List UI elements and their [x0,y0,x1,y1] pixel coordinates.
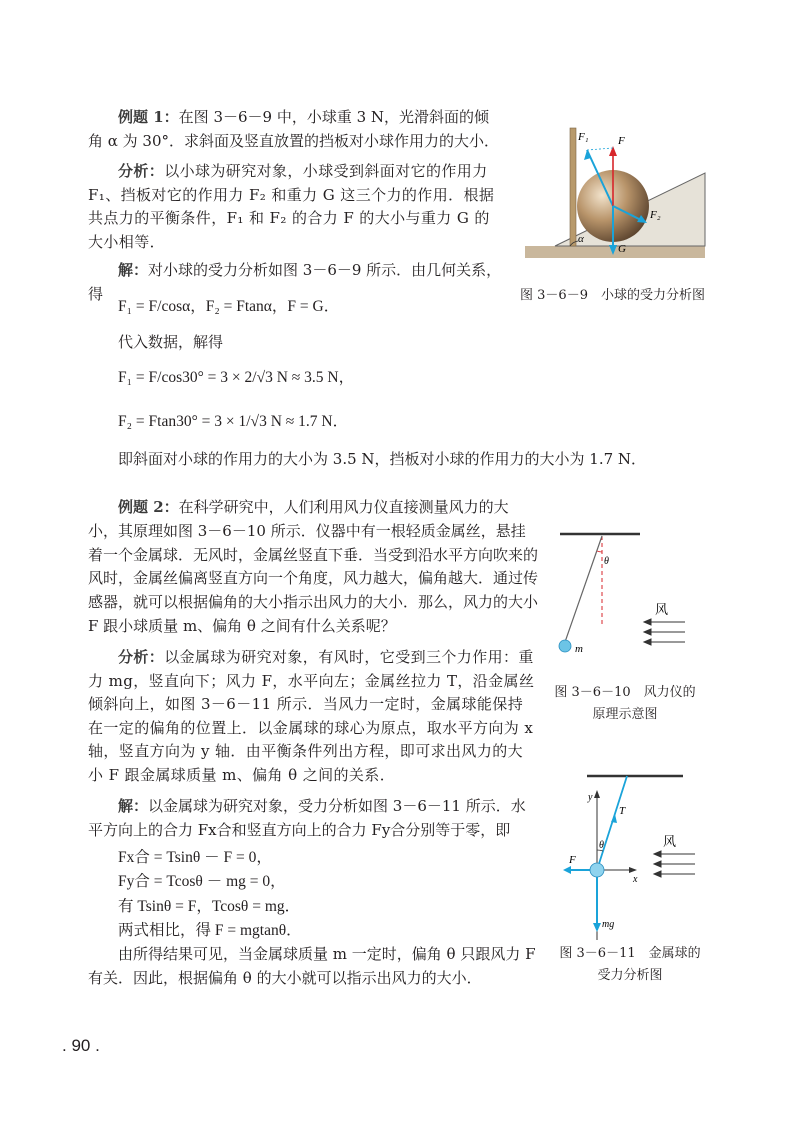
baffle-board [570,128,576,246]
example2-solution-intro [88,795,538,842]
example2-analysis-text: 以金属球为研究对象，有风时，它受到三个力作用：重力 mg，竖直向下；风力 F，水平向左；金属丝拉力 T，沿金属丝倾斜向上，如图 3－6－11 所示．当风力一定时，金属球能保持在一定的偏角的位置上．以金属球的球心为原点，取水平方向为 x 轴，竖直方向为 y 轴．由平衡条件列出方程，即可求出风力的大小 F 跟金属球质量 m、偏角 θ 之间的关系． [88,648,535,784]
label-wind: 风 [655,603,669,618]
label-theta: θ [599,840,604,851]
example1-equation-1: F₁ = F/cosα，F₂ = Ftanα，F = G． [118,298,340,315]
figure-3-6-10-caption [540,682,710,726]
example1-label: 例题 1： [118,108,179,126]
label-F1: F₁ [578,131,589,143]
label-F2: F₂ [650,209,661,221]
dashed-guide [587,148,613,150]
wire-T [597,776,627,870]
figure-3-6-11 [555,770,705,945]
example2-solution-text: 以金属球为研究对象，受力分析如图 3－6－11 所示．水平方向上的合力 Fx合和竖直方向上的合力 Fy合分别等于零，即 [88,797,526,839]
example2-equation-3: 有 Tsinθ = F，Tcosθ = mg． [118,898,301,915]
example1-analysis-text: 以小球为研究对象，小球受到斜面对它的作用力 F₁、挡板对它的作用力 F₂ 和重力 G 这三个力的作用．根据共点力的平衡条件，F₁ 和 F₂ 的合力 F 的大小与重力 G 的大小相等． [88,162,495,251]
example2-conclusion [88,943,538,990]
metal-ball [559,640,571,652]
example1-analysis-label: 分析： [118,162,165,180]
example2-problem-text: 在科学研究中，人们利用风力仪直接测量风力的大小，其原理如图 3－6－10 所示．仪器中有一根轻质金属丝，悬挂着一个金属球．无风时，金属丝竖直下垂．当受到沿水平方向吹来的风时，金属丝偏离竖直方向一个角度，风力越大，偏角越大．通过传感器，就可以根据偏角的大小指示出风力的大小．那么，风力的大小 F 跟小球质量 m、偏角 θ 之间有什么关系呢？ [88,498,539,635]
example1-problem [88,106,500,153]
example1-analysis [88,160,500,254]
example2-label: 例题 2： [118,498,179,516]
example1-problem-text: 在图 3－6－9 中，小球重 3 N，光滑斜面的倾角 α 为 30°．求斜面及竖直放置的挡板对小球作用力的大小． [88,108,500,150]
arrowhead-F [609,146,617,156]
y-axis-arrowhead [594,790,600,798]
label-mg: mg [602,919,615,930]
example1-equation-3: F₂ = Ftan30° = 3 × 1/√3 N ≈ 1.7 N． [118,413,349,430]
label-F: F [618,135,625,147]
arrowhead-mg [593,923,601,932]
label-y: y [588,792,593,803]
theta-arc [597,551,602,552]
x-axis-arrowhead [629,867,637,873]
figure-3-6-11-caption [545,943,715,987]
label-alpha: α [578,233,584,245]
example1-substitute-text: 代入数据，解得 [118,333,224,351]
suspension-wire [565,536,602,642]
example1-conclusion: 即斜面对小球的作用力的大小为 3.5 N，挡板对小球的作用力的大小为 1.7 N． [118,450,647,468]
figure-3-6-10-caption-line1: 图 3－6－10 风力仪的 [554,685,696,700]
figure-3-6-10 [545,528,695,668]
example2-problem [88,496,538,639]
example2-solution-label: 解： [118,797,149,815]
wind-arrows [654,851,695,877]
label-G: G [618,243,626,255]
example2-equation-1: Fx合 = Tsinθ － F = 0， [118,849,272,866]
example1-solution-label: 解： [118,261,149,279]
figure-3-6-10-caption-line2: 原理示意图 [592,707,658,722]
example2-analysis [88,646,538,787]
arrowhead-F [563,866,571,874]
example2-equation-4: 两式相比，得 F = mgtanθ． [118,922,302,939]
example2-conclusion-text: 由所得结果可见，当金属球质量 m 一定时，偏角 θ 只跟风力 F 有关．因此，根据偏角 θ 的大小就可以指示出风力的大小． [88,945,536,987]
wind-arrows [644,619,685,645]
figure-3-6-9-caption: 图 3－6－9 小球的受力分析图 [520,288,705,303]
label-F: F [569,854,576,866]
figure-3-6-9 [520,118,710,268]
metal-ball [590,863,604,877]
figure-3-6-11-caption-line1: 图 3－6－11 金属球的 [559,946,701,961]
label-x: x [633,874,638,885]
label-m: m [575,643,583,655]
figure-3-6-11-caption-line2: 受力分析图 [597,968,663,983]
example2-analysis-label: 分析： [118,648,165,666]
label-theta: θ [604,556,609,567]
label-T: T [619,805,626,817]
example1-solution-text: 对小球的受力分析如图 3－6－9 所示．由几何关系，得 [88,261,502,303]
label-wind: 风 [663,835,677,850]
example2-equation-2: Fy合 = Tcosθ － mg = 0， [118,873,286,890]
page-number: . 90 . [62,1036,100,1055]
example1-equation-2: F₁ = F/cos30° = 3 × 2/√3 N ≈ 3.5 N， [118,369,355,386]
